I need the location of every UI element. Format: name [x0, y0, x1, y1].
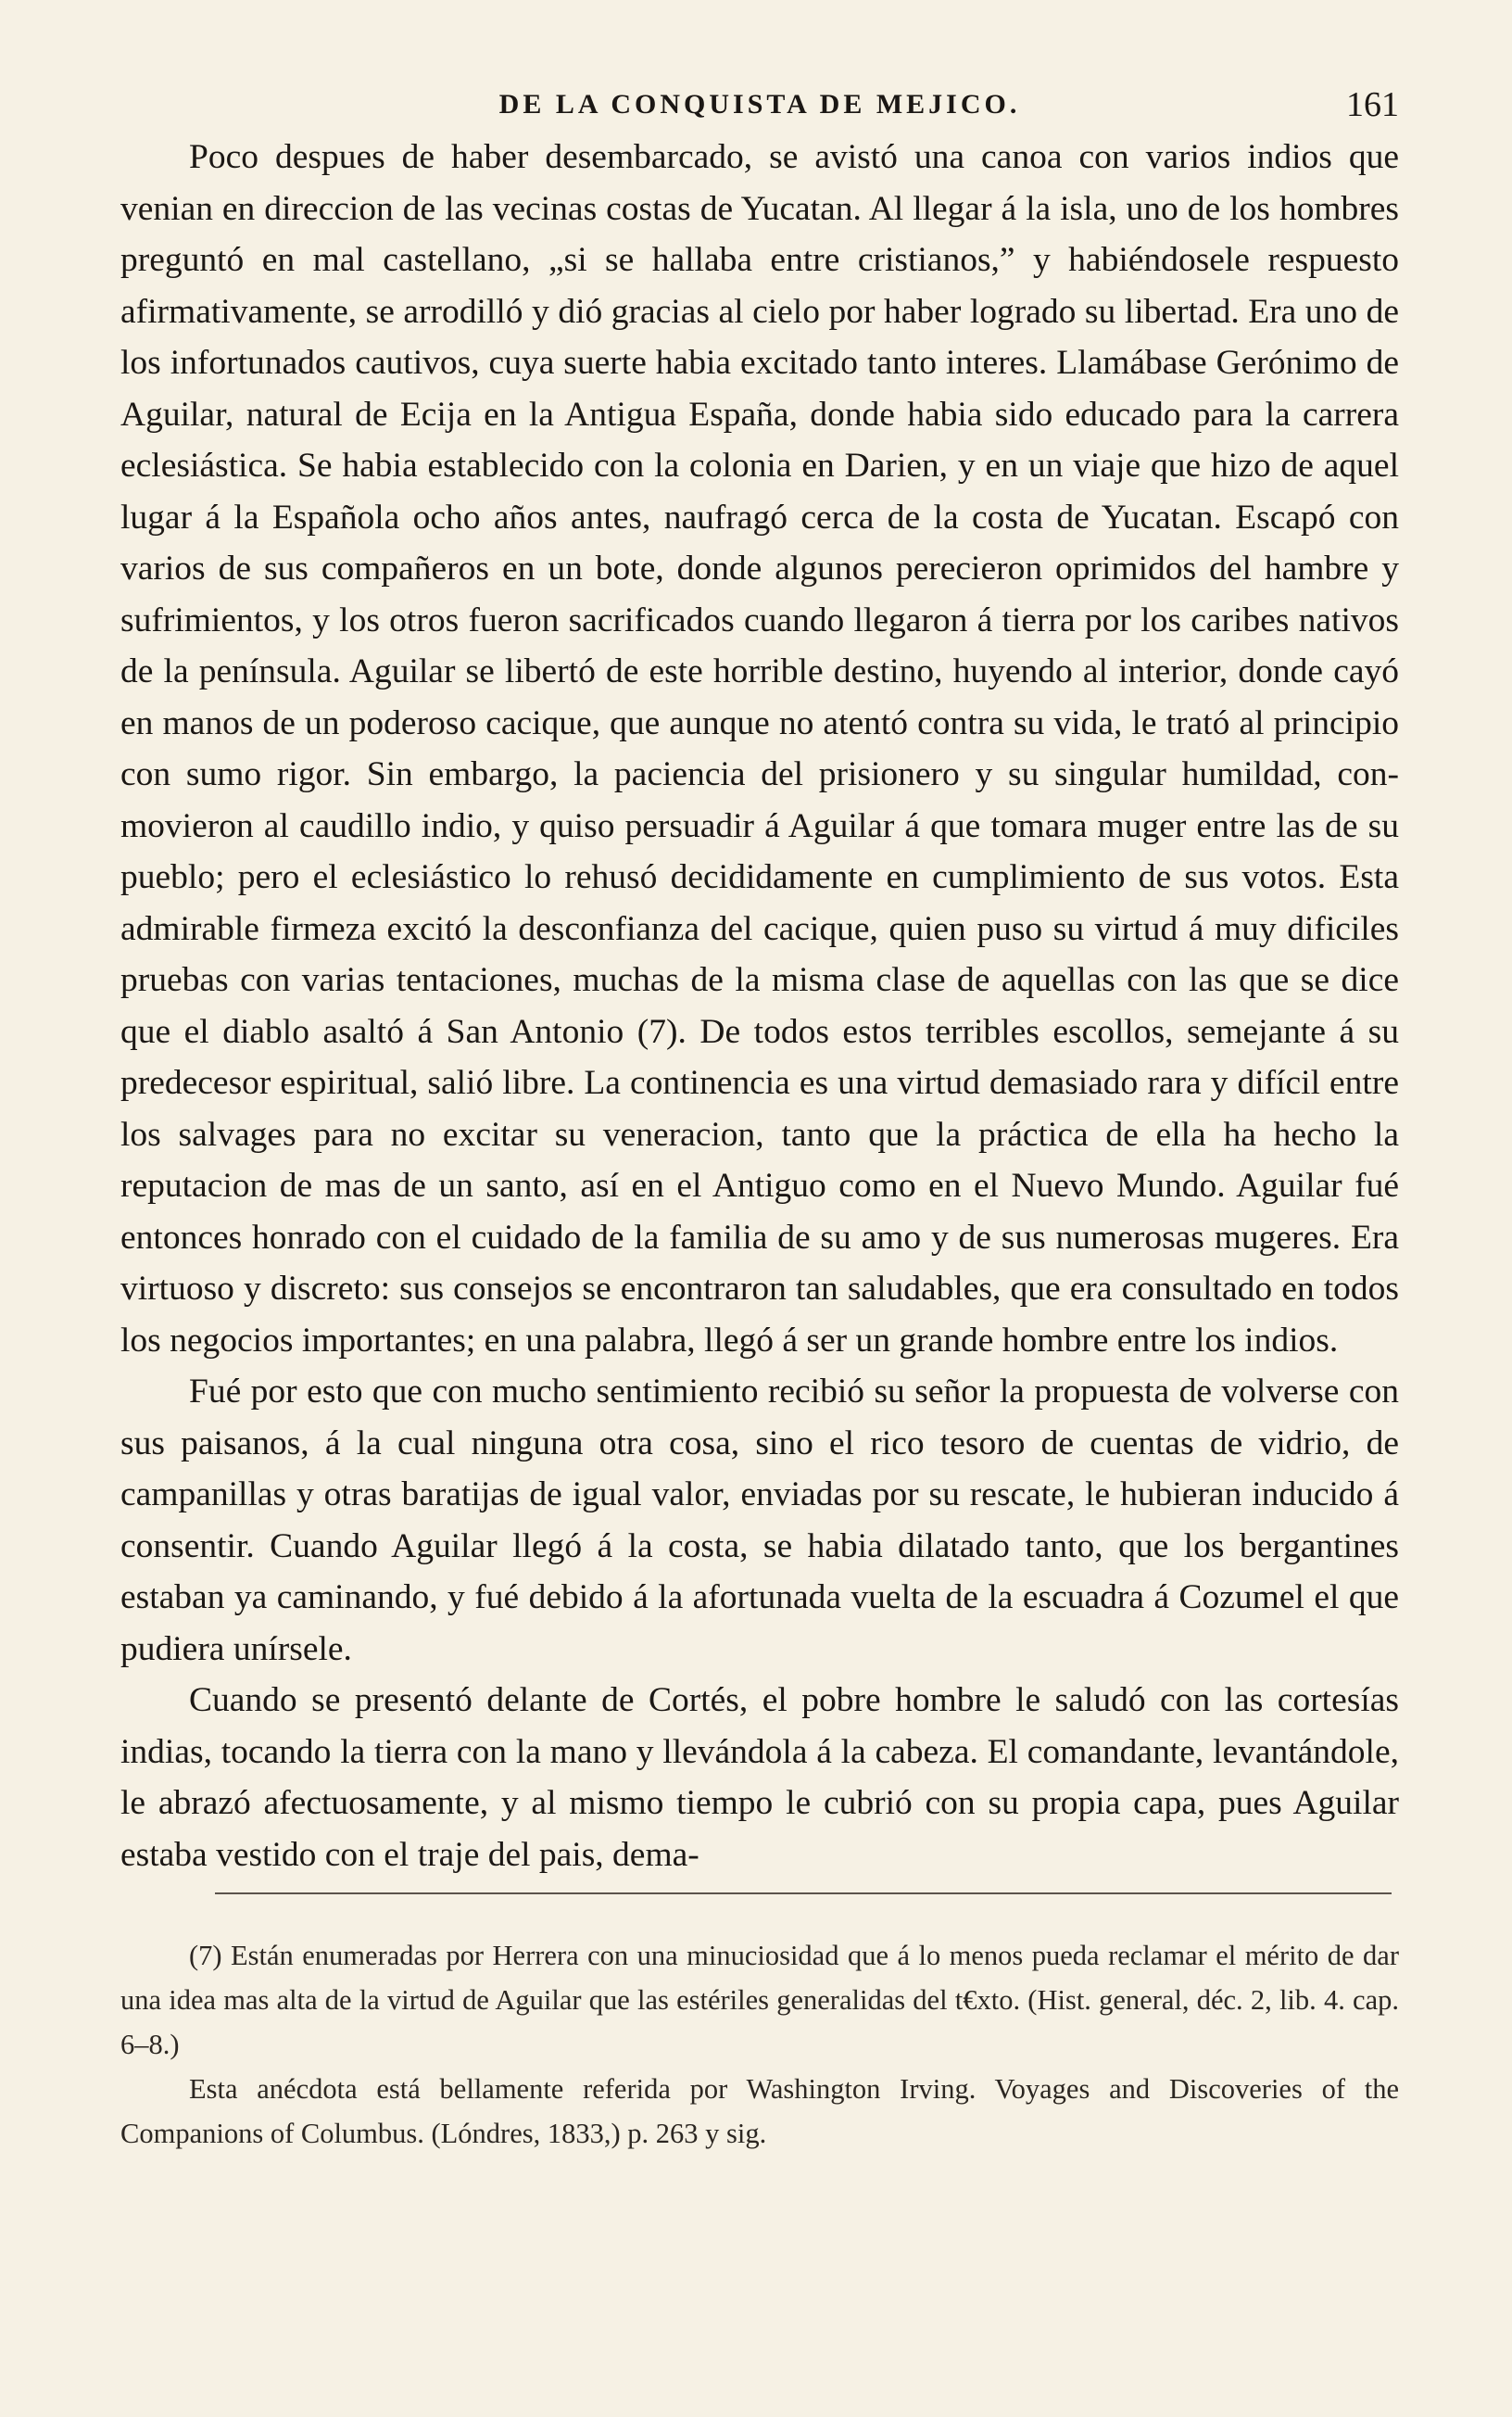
footnotes	[120, 1933, 1399, 2156]
paragraph: Poco despues de haber desembarcado, se avistó una canoa con varios indios que venian en direccion de las vecinas costas de Yucatan. Al llegar á la isla, uno de los hombres preguntó en mal castellano, „si se hallaba entre cristianos,” y habiéndosele respuesto afirmativamente, se arrodilló y dió gracias al cielo por haber logrado su libertad. Era uno de los infortunados cautivos, cuya suerte habia excitado tanto interes. Llamábase Gerónimo de Aguilar, natural de Ecija en la Antigua España, donde habia sido educado para la carrera eclesiástica. Se habia establecido con la colonia en Darien, y en un viaje que hizo de aquel lugar á la Española ocho años antes, naufragó cerca de la costa de Yucatan. Escapó con varios de sus compañeros en un bote, donde algunos perecieron oprimidos del hambre y sufrimientos, y los otros fueron sacrificados cuando llegaron á tierra por los caribes nativos de la península. Aguilar se libertó de este horrible destino, huyendo al interior, donde cayó en manos de un poderoso cacique, que aunque no atentó contra su vida, le trató al principio con sumo rigor. Sin embargo, la paciencia del prisionero y su singular humildad, conmovieron al caudillo indio, y quiso persuadir á Aguilar á que tomara muger entre las de su pueblo; pero el eclesiástico lo rehusó decididamente en cumplimiento de sus votos. Esta admirable firmeza excitó la desconfianza del cacique, quien puso su virtud á muy dificiles pruebas con varias tentaciones, muchas de la misma clase de aquellas con las que se dice que el diablo asaltó á San Antonio (7). De todos estos terribles escollos, semejante á su predecesor espiritual, salió libre. La continencia es una virtud demasiado rara y difícil entre los salvages para no excitar su veneracion, tanto que la práctica de ella ha hecho la reputacion de mas de un santo, así en el Antiguo como en el Nuevo Mundo. Aguilar fué entonces honrado con el cuidado de la familia de su amo y de sus numerosas mugeres. Era virtuoso y discreto: sus consejos se encontraron tan saludables, que era consultado en todos los negocios importantes; en una palabra, llegó á ser un grande hombre entre los indios.	[120, 138, 1399, 1360]
footnote: (7) Están enumeradas por Herrera con una minuciosidad que á lo menos pueda reclamar el mérito de dar una idea mas alta de la virtud de Aguilar que las estériles generalidas del t€xto. (Hist. general, déc. 2, lib. 4. cap. 6–8.)	[120, 1940, 1399, 2060]
footnote: Esta anécdota está bellamente referida por Washington Irving. Voyages and Discoveries of the Companions of Columbus. (Lóndres, 1833,) p. 263 y sig.	[120, 2073, 1399, 2149]
body-text	[120, 132, 1399, 1880]
page-number: 161	[1346, 85, 1399, 124]
running-title: DE LA CONQUISTA DE MEJICO.	[498, 89, 1021, 120]
footnote-divider	[215, 1892, 1392, 1894]
paragraph: Cuando se presentó delante de Cortés, el pobre hombre le saludó con las cortesías indias, tocando la tierra con la mano y llevándola á la cabeza. El comandante, levantándole, le abrazó afectuosamente, y al mismo tiempo le cubrió con su propia capa, pues Aguilar estaba vestido con el traje del pais, dema-	[120, 1681, 1399, 1874]
running-head	[120, 82, 1399, 128]
paragraph: Fué por esto que con mucho sentimiento recibió su señor la propuesta de volverse con sus paisanos, á la cual ninguna otra cosa, sino el rico tesoro de cuentas de vidrio, de campanillas y otras baratijas de igual valor, enviadas por su rescate, le hubieran inducido á consentir. Cuando Aguilar llegó á la costa, se habia dilatado tanto, que los bergantines estaban ya caminando, y fué debido á la afortunada vuelta de la escuadra á Cozumel el que pudiera unírsele.	[120, 1373, 1399, 1668]
